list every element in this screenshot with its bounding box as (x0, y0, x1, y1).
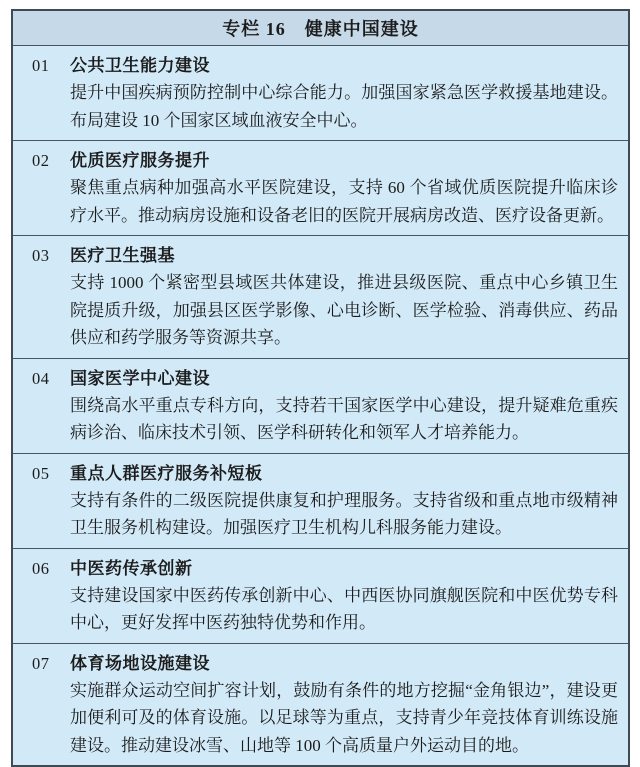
box-header-title: 专栏 16 健康中国建设 (222, 19, 419, 39)
section-row-03 (13, 236, 628, 359)
section-row-06 (13, 549, 628, 644)
section-title: 中医药传承创新 (70, 558, 193, 578)
section-content (70, 365, 618, 447)
section-number: 06 (32, 558, 50, 578)
section-title: 重点人群医疗服务补短板 (70, 463, 263, 483)
section-content (70, 555, 618, 637)
section-number: 03 (32, 246, 50, 265)
section-content (70, 147, 618, 229)
section-body: 聚焦重点病种加强高水平医院建设，支持 60 个省域优质医院提升临床诊疗水平。推动病房设施和设备老旧的医院开展病房改造、医疗设备更新。 (70, 178, 618, 225)
section-number: 01 (32, 56, 50, 75)
section-content (70, 52, 618, 134)
section-body: 实施群众运动空间扩容计划，鼓励有条件的地方挖掘“金角银边”，建设更加便利可及的体育设施。以足球等为重点，支持青少年竞技体育训练设施建设。推动建设冰雪、山地等 100 个高质量户外运动目的地。 (70, 680, 618, 755)
section-title: 医疗卫生强基 (70, 246, 175, 265)
section-number: 04 (32, 368, 50, 388)
section-body: 围绕高水平重点专科方向，支持若干国家医学中心建设，提升疑难危重疾病诊治、临床技术引领、医学科研转化和领军人才培养能力。 (70, 395, 618, 442)
section-number: 02 (32, 151, 50, 170)
section-title: 优质医疗服务提升 (70, 151, 210, 170)
section-content (70, 650, 618, 760)
section-content (70, 242, 618, 352)
section-row-05 (13, 454, 628, 549)
section-number: 07 (32, 653, 50, 673)
section-row-04 (13, 359, 628, 454)
column-box (11, 9, 630, 767)
section-row-02 (13, 141, 628, 236)
section-title: 国家医学中心建设 (70, 368, 210, 388)
section-body: 提升中国疾病预防控制中心综合能力。加强国家紧急医学救援基地建设。布局建设 10 个国家区域血液安全中心。 (70, 83, 618, 130)
section-title: 体育场地设施建设 (70, 653, 210, 673)
section-number: 05 (32, 463, 50, 483)
box-header (13, 11, 628, 46)
section-title: 公共卫生能力建设 (70, 56, 210, 75)
section-body: 支持建设国家中医药传承创新中心、中西医协同旗舰医院和中医优势专科中心，更好发挥中医药独特优势和作用。 (70, 585, 618, 632)
section-row-01 (13, 46, 628, 141)
section-body: 支持 1000 个紧密型县域医共体建设，推进县级医院、重点中心乡镇卫生院提质升级，加强县区医学影像、心电诊断、医学检验、消毒供应、药品供应和药学服务等资源共享。 (70, 273, 618, 347)
section-row-07 (13, 644, 628, 766)
section-content (70, 460, 618, 542)
section-body: 支持有条件的二级医院提供康复和护理服务。支持省级和重点地市级精神卫生服务机构建设。加强医疗卫生机构儿科服务能力建设。 (70, 490, 618, 537)
